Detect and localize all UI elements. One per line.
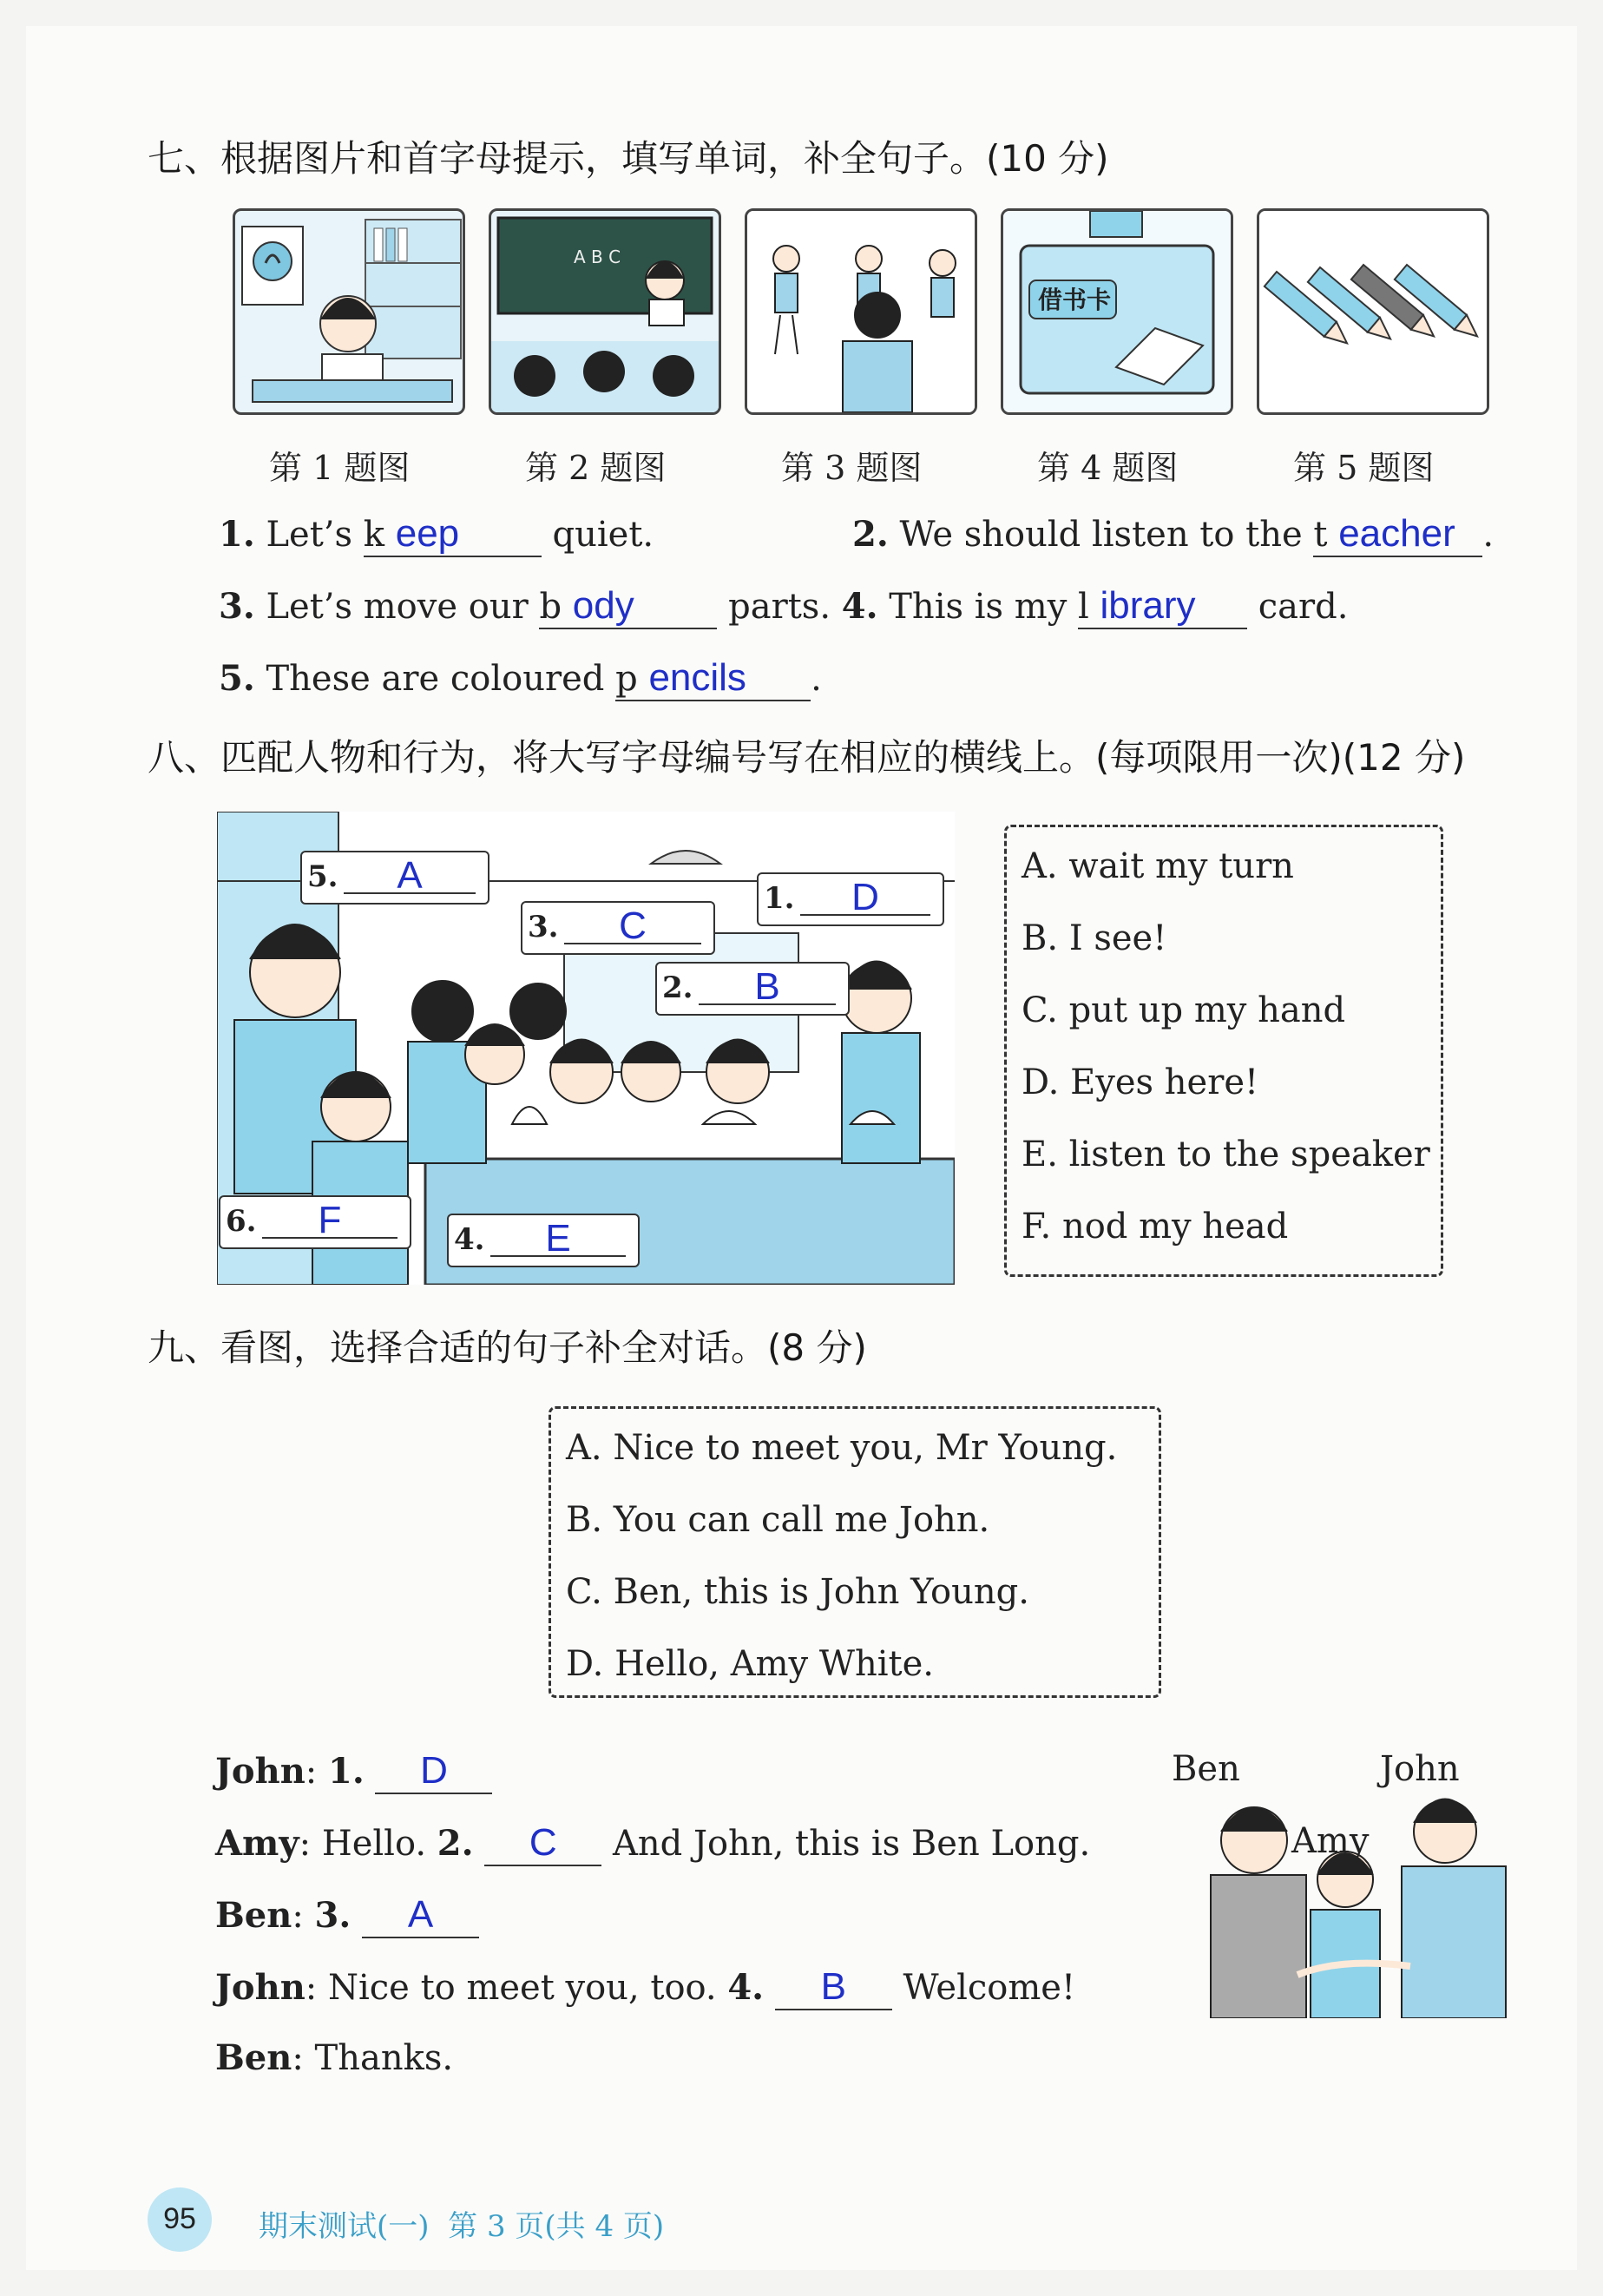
question-3: 3. Let’s move our b ody parts. 4. This is my l ibrary card.: [219, 584, 1348, 629]
dialog-blank-4[interactable]: B: [775, 1965, 892, 2010]
option-f: F. nod my head: [1022, 1207, 1289, 1247]
section9-title: 九、看图，选择合适的句子补全对话。(8 分): [148, 1326, 867, 1369]
question-1: 1. Let’s k eep quiet.: [219, 512, 654, 557]
page-number-badge: [148, 2187, 212, 2252]
dialog-option-b: B. You can call me John.: [566, 1500, 990, 1540]
label-john: John: [1380, 1749, 1460, 1789]
library-card-text: 借书卡: [1038, 286, 1112, 314]
dialog-line-1: John: 1. D: [215, 1749, 492, 1794]
option-d: D. Eyes here!: [1022, 1062, 1259, 1102]
bubble-5: 5. A: [300, 851, 489, 905]
caption-3: 第 3 题图: [781, 449, 923, 487]
picture-4-library-card: [1001, 208, 1233, 415]
answer-blank-bubble-5[interactable]: A: [344, 849, 476, 894]
answer-blank-4[interactable]: l ibrary: [1078, 584, 1247, 629]
dialog-option-d: D. Hello, Amy White.: [566, 1644, 934, 1684]
label-ben: Ben: [1172, 1749, 1240, 1789]
bubble-4: 4. E: [447, 1214, 640, 1267]
picture-5-pencils: [1257, 208, 1489, 415]
answer-blank-1[interactable]: k eep: [364, 512, 542, 557]
section7-title: 七、根据图片和首字母提示，填写单词，补全句子。(10 分): [148, 137, 1109, 180]
answer-blank-5[interactable]: p encils: [615, 656, 811, 701]
dialog-line-4: John: Nice to meet you, too. 4. B Welcome!: [215, 1965, 1075, 2010]
worksheet-page: [26, 26, 1577, 2270]
board-text: A B C: [574, 247, 621, 267]
section8-title: 八、匹配人物和行为，将大写字母编号写在相应的横线上。(每项限用一次)(12 分): [148, 736, 1466, 779]
dialog-option-c: C. Ben, this is John Young.: [566, 1572, 1029, 1612]
caption-2: 第 2 题图: [525, 449, 667, 487]
answer-blank-3[interactable]: b ody: [539, 584, 717, 629]
dialog-blank-1[interactable]: D: [375, 1749, 492, 1794]
picture-3-children-exercising: [745, 208, 977, 415]
dialog-line-3: Ben: 3. A: [215, 1893, 479, 1938]
answer-blank-bubble-2[interactable]: B: [699, 960, 836, 1005]
option-a: A. wait my turn: [1022, 846, 1294, 886]
bubble-1: 1. D: [757, 872, 944, 926]
answer-blank-bubble-1[interactable]: D: [800, 871, 930, 916]
dialog-blank-3[interactable]: A: [362, 1893, 479, 1938]
option-e: E. listen to the speaker: [1022, 1135, 1430, 1174]
answer-blank-2[interactable]: t eacher: [1313, 512, 1482, 557]
dialog-line-5: Ben: Thanks.: [215, 2037, 454, 2078]
bubble-2: 2. B: [655, 962, 850, 1016]
option-c: C. put up my hand: [1022, 990, 1346, 1030]
question-2: 2. We should listen to the t eacher .: [852, 512, 1494, 557]
picture-2-teacher-class: [489, 208, 721, 415]
dialog-line-2: Amy: Hello. 2. C And John, this is Ben Long.: [215, 1821, 1090, 1866]
caption-5: 第 5 题图: [1293, 449, 1435, 487]
answer-blank-bubble-3[interactable]: C: [564, 899, 701, 944]
answer-blank-bubble-4[interactable]: E: [490, 1212, 626, 1257]
label-amy: Amy: [1291, 1821, 1370, 1861]
bubble-3: 3. C: [521, 901, 715, 955]
option-b: B. I see!: [1022, 918, 1167, 958]
picture-1-girl-reading: [233, 208, 465, 415]
dialog-blank-2[interactable]: C: [484, 1821, 601, 1866]
question-5: 5. These are coloured p encils .: [219, 656, 822, 701]
bubble-6: 6. F: [219, 1195, 411, 1249]
caption-1: 第 1 题图: [269, 449, 411, 487]
three-people-picture: [1193, 1784, 1532, 2018]
caption-4: 第 4 题图: [1037, 449, 1179, 487]
dialog-option-a: A. Nice to meet you, Mr Young.: [566, 1428, 1118, 1468]
footer-text: 期末测试(一) 第 3 页(共 4 页): [259, 2209, 665, 2244]
page-number: 95: [163, 2202, 196, 2235]
answer-blank-bubble-6[interactable]: F: [262, 1194, 397, 1239]
